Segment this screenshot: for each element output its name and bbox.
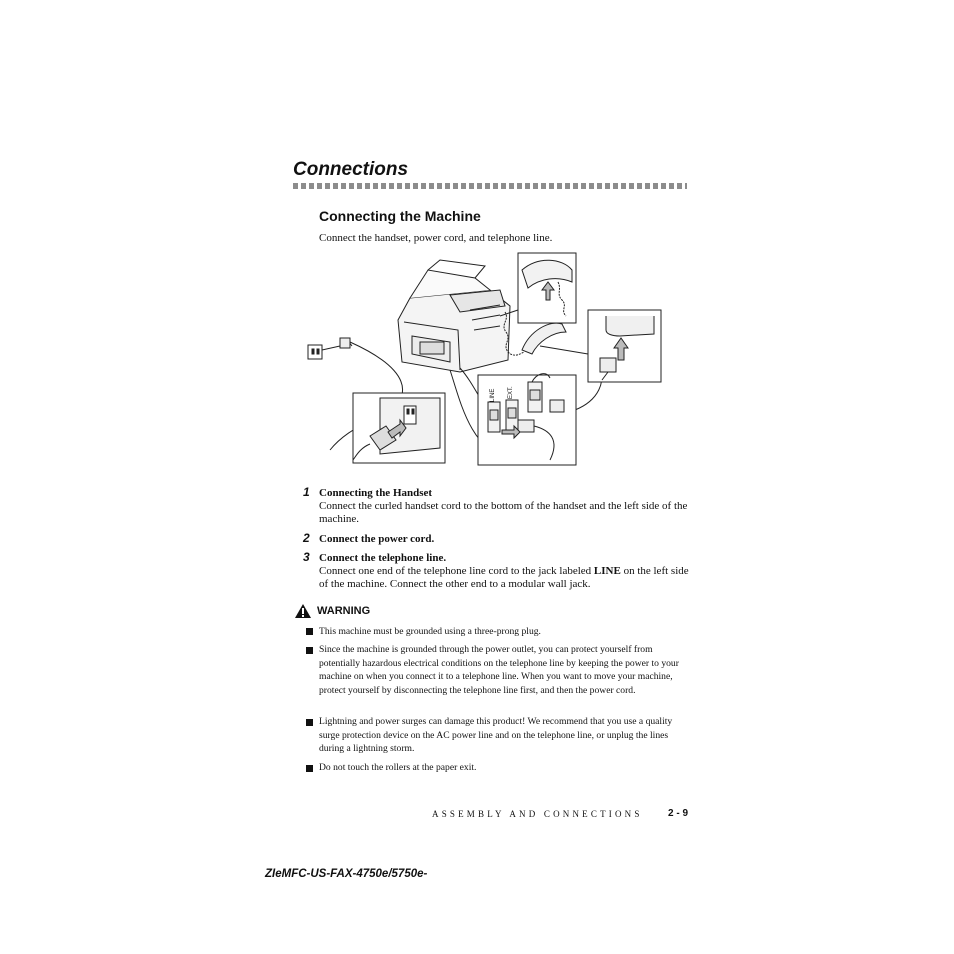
document-id: ZIeMFC-US-FAX-4750e/5750e-: [265, 868, 428, 880]
line-jack-label: LINE: [490, 388, 496, 402]
step-3-body: [319, 565, 689, 591]
warning-icon: [294, 603, 312, 619]
bullet-square: [306, 719, 313, 726]
intro-text: Connect the handset, power cord, and telephone line.: [319, 232, 553, 244]
step-1-number: 1: [303, 485, 310, 499]
step-3-title: Connect the telephone line.: [319, 552, 447, 564]
subheading: Connecting the Machine: [319, 208, 481, 224]
step-2-number: 2: [303, 531, 310, 545]
step-3-number: 3: [303, 550, 310, 564]
step-3-body-bold: LINE: [593, 565, 621, 577]
step-1-body: Connect the curled handset cord to the bottom of the handset and the left side of the machine.: [319, 500, 688, 525]
dotted-rule: [293, 183, 687, 189]
footer-page-number: 2 - 9: [668, 808, 689, 819]
warning-bullet-2: Since the machine is grounded through the power outlet, you can protect yourself from potentially hazardous electrical conditions on the telephone line by keeping the power to your machine on when you connect it to a telephone line. When you want to move your machine, protect yourself by disconnecting the telephone line first, and then the power cord.: [319, 644, 679, 696]
bullet-square: [306, 628, 313, 635]
ext-jack-label: EXT.: [508, 386, 514, 399]
warning-bullet-1: This machine must be grounded using a three-prong plug.: [319, 626, 541, 637]
inset-handset: [500, 253, 576, 323]
step-3-body-text: Connect one end of the telephone line cord to the jack labeled: [319, 565, 594, 577]
step-2-title: Connect the power cord.: [319, 533, 435, 545]
step-3-body-text-end: on the left side of the machine. Connect the other end to a modular wall jack.: [319, 565, 689, 590]
section-title: Connections: [293, 159, 409, 180]
warning-label: WARNING: [317, 605, 371, 617]
footer-section-title: ASSEMBLY AND CONNECTIONS: [432, 809, 643, 819]
inset-line-ext-jacks: [478, 374, 576, 465]
warning-bullet-4: Do not touch the rollers at the paper exit.: [319, 762, 477, 773]
warning-bullet-3: Lightning and power surges can damage this product! We recommend that you use a quality surge protection device on the AC power line and on the telephone line, or unplug the lines during a lightning storm.: [319, 716, 673, 754]
connection-illustration: [300, 250, 670, 470]
bullet-square: [306, 647, 313, 654]
inset-power-plug: [353, 393, 445, 463]
bullet-square: [306, 765, 313, 772]
step-1-title: Connecting the Handset: [319, 487, 433, 499]
